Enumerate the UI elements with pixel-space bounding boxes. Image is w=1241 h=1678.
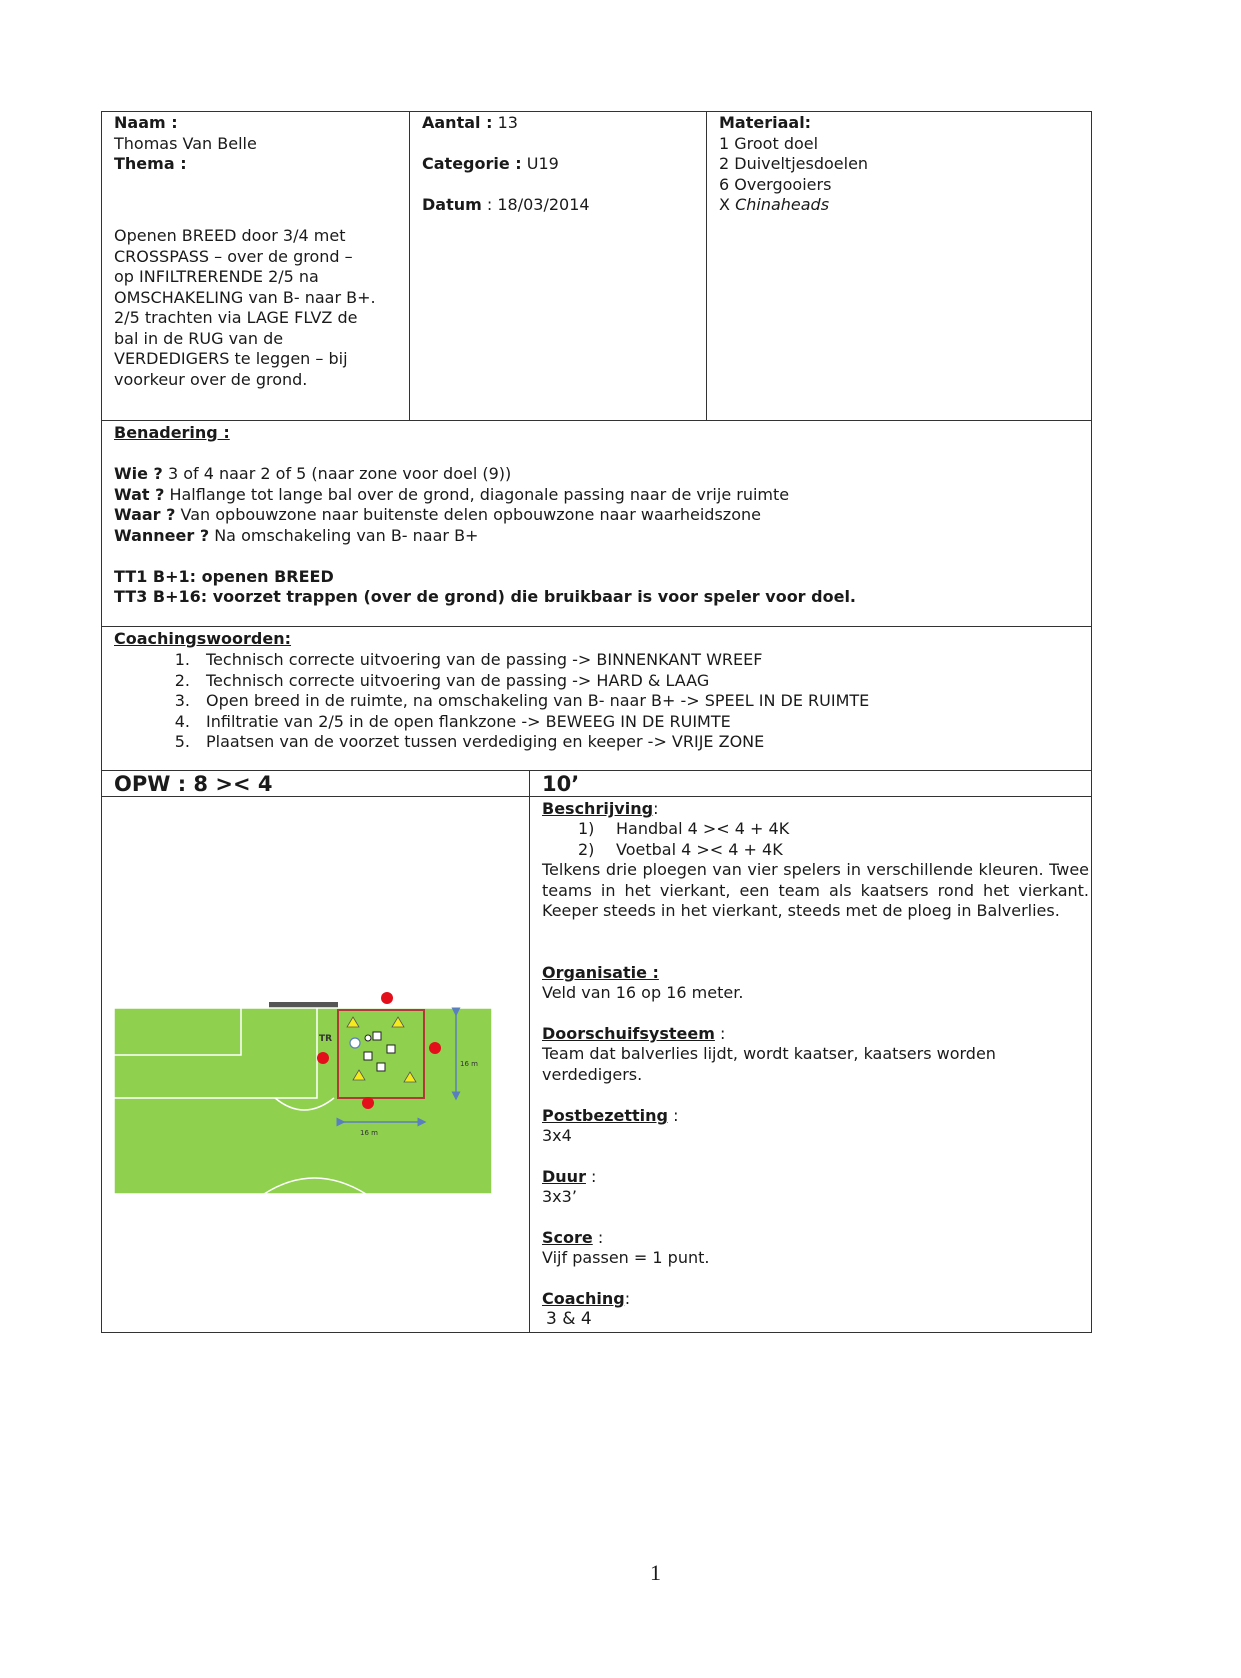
thema-line: op INFILTRERENDE 2/5 na — [114, 267, 319, 286]
beschrijving-label: Beschrijving — [542, 799, 654, 818]
duur-colon: : — [591, 1167, 597, 1186]
wat-text: Halflange tot lange bal over de grond, diagonale passing naar de vrije ruimte — [169, 484, 790, 504]
materiaal-item: 1 Groot doel — [719, 133, 819, 153]
naam-label: Naam : — [114, 113, 178, 132]
coaching-label: Coaching — [542, 1289, 625, 1308]
coaching-colon: : — [624, 1289, 631, 1308]
tr-label: TR — [319, 1034, 333, 1044]
wie-label: Wie ? — [114, 464, 163, 483]
list-item-text: Plaatsen van de voorzet tussen verdediging en keeper -> VRIJE ZONE — [206, 732, 765, 751]
doorschuif-text — [542, 1044, 996, 1085]
categorie-value: U19 — [526, 154, 559, 173]
thema-line: CROSSPASS – over de grond – — [114, 246, 353, 266]
score-colon: : — [597, 1228, 604, 1247]
list-item-num: 3. — [174, 691, 190, 710]
thema-label: Thema : — [114, 154, 187, 173]
aantal-label: Aantal : — [422, 113, 493, 132]
page-number: 1 — [650, 1560, 661, 1585]
keeper — [350, 1038, 360, 1048]
naam-cell — [114, 113, 257, 175]
list-item — [578, 840, 789, 861]
coaching-list — [154, 650, 869, 753]
aantal-row — [422, 113, 518, 134]
thema-line: bal in de RUG van de — [114, 328, 284, 348]
materiaal-item: 2 Duiveltjesdoelen — [719, 154, 869, 173]
organisatie-label: Organisatie : — [542, 963, 659, 982]
red-player — [317, 1052, 329, 1064]
thema-line: Openen BREED door 3/4 met — [114, 226, 346, 245]
materiaal-item: 6 Overgooiers — [719, 174, 832, 194]
width-label: 16 m — [360, 1129, 378, 1137]
thema-text — [114, 226, 376, 390]
post-colon: : — [673, 1106, 679, 1125]
list-item-num: 5. — [174, 732, 190, 751]
list-item — [154, 671, 869, 692]
doorschuif-label: Doorschuifsysteem — [542, 1024, 715, 1043]
exercise-header-line — [101, 796, 1092, 797]
doorschuif-line: verdedigers. — [542, 1064, 643, 1084]
wat-label: Wat ? — [114, 484, 165, 504]
wanneer-row — [114, 526, 856, 547]
info-divider-1 — [409, 111, 410, 421]
waar-label: Waar ? — [114, 505, 176, 524]
exercise-divider — [529, 770, 530, 1333]
list-item — [154, 712, 869, 733]
white-player — [373, 1032, 381, 1040]
score-label: Score — [542, 1228, 593, 1247]
tt3-line: TT3 B+16: voorzet trappen (over de grond) die bruikbaar is voor speler voor doel. — [114, 587, 856, 606]
red-player — [429, 1042, 441, 1054]
materiaal-item-last — [719, 195, 868, 216]
list-item-text: Technisch correcte uitvoering van de passing -> BINNENKANT WREEF — [206, 650, 763, 669]
thema-line: voorkeur over de grond. — [114, 369, 308, 389]
doorschuif-line: Team dat balverlies lijdt, wordt kaatser, kaatsers worden — [542, 1044, 996, 1063]
duur-text: 3x3’ — [542, 1187, 577, 1206]
field-diagram — [114, 990, 494, 1194]
list-item-text: Open breed in de ruimte, na omschakeling van B- naar B+ -> SPEEL IN DE RUIMTE — [206, 691, 870, 710]
benadering-title: Benadering : — [114, 423, 230, 442]
list-item — [154, 691, 869, 712]
list-item-num: 1. — [174, 650, 190, 669]
red-player — [381, 992, 393, 1004]
wat-row — [114, 485, 856, 506]
thema-line: OMSCHAKELING van B- naar B+. — [114, 287, 376, 307]
list-item-text: Infiltratie van 2/5 in de open flankzone -> BEWEEG IN DE RUIMTE — [206, 711, 731, 731]
wie-row — [114, 464, 856, 485]
materiaal-label: Materiaal: — [719, 113, 812, 132]
wanneer-text: Na omschakeling van B- naar B+ — [214, 525, 479, 545]
list-item-num: 4. — [174, 711, 190, 731]
post-heading — [542, 1106, 678, 1127]
coachingswoorden-title: Coachingswoorden: — [114, 629, 292, 648]
waar-row — [114, 505, 856, 526]
exercise-title: OPW : 8 >< 4 — [114, 772, 273, 796]
post-label: Postbezetting — [542, 1106, 668, 1125]
list-item-num: 2) — [578, 839, 595, 859]
duur-heading — [542, 1167, 596, 1188]
coaching-text: 3 & 4 — [546, 1309, 592, 1329]
list-item — [154, 650, 869, 671]
datum-label: Datum — [422, 195, 482, 214]
list-item — [578, 819, 789, 840]
white-player — [377, 1063, 385, 1071]
datum-row — [422, 195, 590, 216]
height-label: 16 m — [460, 1060, 478, 1068]
materiaal-last-prefix: X — [719, 195, 730, 214]
white-player — [387, 1045, 395, 1053]
exercise-duration: 10’ — [542, 772, 580, 796]
beschrijving-text: Telkens drie ploegen van vier spelers in verschillende kleuren. Twee teams in het vierkant, een team als kaatsers rond het vierkant. Keeper steeds in het vierkant, steeds met de ploeg in Balverlies. — [542, 860, 1089, 920]
materiaal-cell — [719, 113, 868, 216]
categorie-label: Categorie : — [422, 154, 522, 173]
score-heading — [542, 1228, 603, 1249]
thema-line: 2/5 trachten via LAGE FLVZ de — [114, 308, 358, 327]
beschrijving-heading — [542, 799, 658, 820]
list-item-num: 1) — [578, 819, 595, 838]
beschrijving-list — [578, 819, 789, 860]
wanneer-label: Wanneer ? — [114, 525, 210, 545]
benadering-content — [114, 423, 856, 608]
list-item-num: 2. — [174, 670, 190, 690]
coaching-heading — [542, 1289, 630, 1310]
organisatie-text: Veld van 16 op 16 meter. — [542, 983, 744, 1002]
categorie-row — [422, 154, 559, 175]
info-divider-2 — [706, 111, 707, 421]
wie-text: 3 of 4 naar 2 of 5 (naar zone voor doel (9)) — [167, 464, 512, 483]
list-item-text: Handbal 4 >< 4 + 4K — [616, 819, 790, 838]
waar-text: Van opbouwzone naar buitenste delen opbouwzone naar waarheidszone — [180, 505, 761, 524]
thema-line: VERDEDIGERS te leggen – bij — [114, 349, 348, 368]
duur-label: Duur — [542, 1167, 586, 1186]
pitch — [114, 1008, 492, 1194]
datum-value: : 18/03/2014 — [486, 195, 590, 214]
goal-bar — [269, 1002, 338, 1008]
red-player — [362, 1097, 374, 1109]
aantal-value: 13 — [497, 113, 518, 132]
score-text: Vijf passen = 1 punt. — [542, 1248, 710, 1267]
naam-value: Thomas Van Belle — [114, 133, 257, 153]
list-item-text: Technisch correcte uitvoering van de passing -> HARD & LAAG — [206, 670, 710, 690]
doorschuif-heading — [542, 1024, 725, 1045]
beschrijving-colon: : — [653, 799, 659, 818]
tt1-line: TT1 B+1: openen BREED — [114, 566, 334, 586]
white-player — [364, 1052, 372, 1060]
list-item-text: Voetbal 4 >< 4 + 4K — [616, 839, 783, 859]
doorschuif-colon: : — [719, 1024, 726, 1043]
ball-icon — [365, 1035, 371, 1041]
materiaal-last-italic: Chinaheads — [735, 195, 830, 214]
list-item — [154, 732, 869, 753]
post-text: 3x4 — [542, 1126, 572, 1145]
